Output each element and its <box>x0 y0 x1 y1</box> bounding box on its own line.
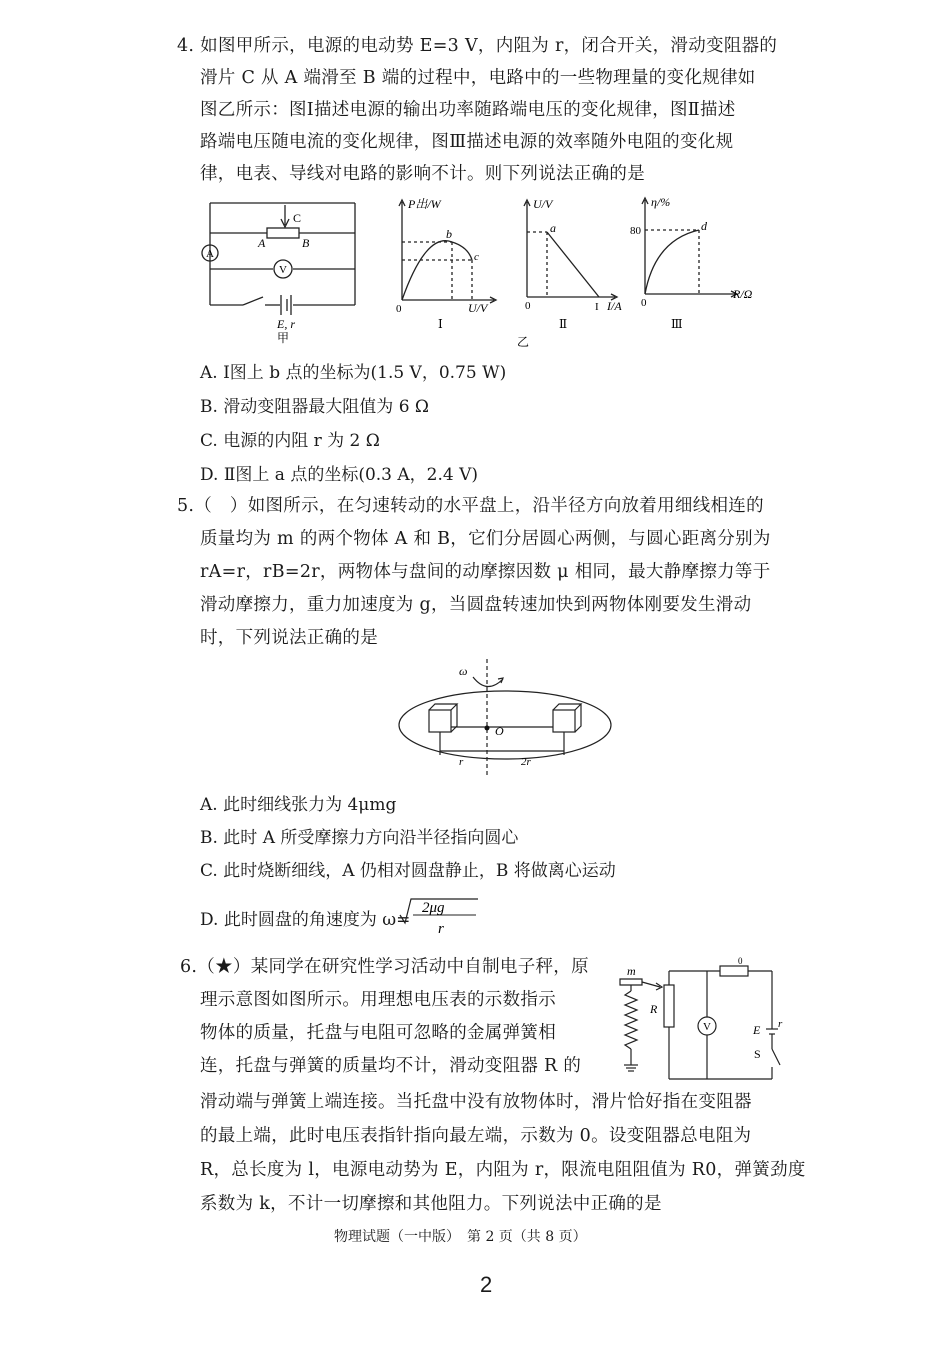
q4-line: 4. 如图甲所示，电源的电动势 E=3 V，内阻为 r，闭合开关，滑动变阻器的 <box>177 36 778 56</box>
q6-label-e: E <box>753 1023 761 1037</box>
formula-numerator: 2μg <box>422 900 445 916</box>
q6-line: 理示意图如图所示。用理想电压表的示数指示 <box>200 990 556 1010</box>
graph1-origin: 0 <box>396 303 402 315</box>
ammeter-label: A <box>206 248 214 260</box>
q5-line: 质量均为 m 的两个物体 A 和 B，它们分居圆心两侧，与圆心距离分别为 <box>200 529 771 549</box>
graph1-point-c: c <box>474 251 479 263</box>
page-number: 2 <box>480 1272 493 1297</box>
q4-option-b[interactable]: B. 滑动变阻器最大阻值为 6 Ω <box>200 397 430 417</box>
q6-label-r-var: R <box>650 1002 658 1016</box>
label-b: B <box>302 236 310 250</box>
graph3-ylabel: η/% <box>651 195 671 209</box>
graph1-point-b: b <box>446 227 452 241</box>
graph3-tick-80: 80 <box>630 225 641 237</box>
q5-option-d[interactable]: D. 此时圆盘的角速度为 ω= <box>200 910 411 930</box>
label-a: A <box>258 236 266 250</box>
q4-graph-3 <box>630 188 765 333</box>
graph1-xlabel: U/V <box>468 301 488 315</box>
q4-line: 律，电表、导线对电路的影响不计。则下列说法正确的是 <box>200 164 645 184</box>
q5-option-d-formula <box>398 893 482 941</box>
q5-line: 时，下列说法正确的是 <box>200 628 378 648</box>
q5-center-o: O <box>495 724 504 738</box>
q6-label-m: m <box>627 964 636 978</box>
q5-dist-b: 2r <box>521 756 531 768</box>
q4-option-a[interactable]: A. Ⅰ图上 b 点的坐标为(1.5 V，0.75 W) <box>200 363 507 383</box>
q6-voltmeter: V <box>703 1021 711 1033</box>
center-dot <box>485 726 490 731</box>
q4-option-d[interactable]: D. Ⅱ图上 a 点的坐标(0.3 A，2.4 V) <box>200 465 479 485</box>
graph2-origin: 0 <box>525 300 531 312</box>
graph2-xlabel: I/A <box>607 299 622 313</box>
q5-line: 5.（ ）如图所示，在匀速转动的水平盘上，沿半径方向放着用细线相连的 <box>177 496 764 516</box>
q6-line: 系数为 k，不计一切摩擦和其他阻力。下列说法中正确的是 <box>200 1194 662 1214</box>
q6-line: 连，托盘与弹簧的质量均不计，滑动变阻器 R 的 <box>200 1056 582 1076</box>
q5-option-a[interactable]: A. 此时细线张力为 4μmg <box>200 795 397 815</box>
q4-line: 滑片 C 从 A 端滑至 B 端的过程中，电路中的一些物理量的变化规律如 <box>200 68 756 88</box>
q6-label-s: S <box>754 1047 761 1061</box>
graph2-ylabel: U/V <box>533 197 553 211</box>
q4-graph-2 <box>515 192 635 352</box>
q6-label-r0: 0 <box>738 956 743 966</box>
q5-omega: ω <box>459 664 468 678</box>
graph2-point-a: a <box>550 221 556 235</box>
graph3-point-d: d <box>701 219 707 233</box>
q4-circuit-jia <box>195 195 370 345</box>
graph1-caption: Ⅰ <box>438 317 443 331</box>
q5-option-b[interactable]: B. 此时 A 所受摩擦力方向沿半径指向圆心 <box>200 828 519 848</box>
voltmeter-label: V <box>279 264 287 276</box>
footer: 物理试题（一中版） 第 2 页（共 8 页） <box>334 1229 587 1245</box>
q6-line: 物体的质量，托盘与电阻可忽略的金属弹簧相 <box>200 1023 556 1043</box>
formula-denominator: r <box>438 921 444 937</box>
q6-line: R，总长度为 l，电源电动势为 E，内阻为 r，限流电阻阻值为 R0，弹簧劲度 <box>200 1160 806 1180</box>
graph3-caption: Ⅲ <box>671 317 683 331</box>
q6-label-r: r <box>778 1018 783 1030</box>
q6-scale-circuit <box>612 955 792 1085</box>
graph3-xlabel: R/Ω <box>733 287 753 301</box>
q6-line: 的最上端，此时电压表指针指向最左端，示数为 0。设变阻器总电阻为 <box>200 1126 752 1146</box>
q5-dist-a: r <box>459 756 464 768</box>
q4-line: 路端电压随电流的变化规律，图Ⅲ描述电源的效率随外电阻的变化规 <box>200 132 734 152</box>
graph2-point-x: I <box>595 301 599 313</box>
graph2-caption: Ⅱ <box>559 317 568 331</box>
source-label: E, r <box>277 317 295 331</box>
q5-option-c[interactable]: C. 此时烧断细线，A 仍相对圆盘静止，B 将做离心运动 <box>200 861 616 881</box>
q4-graph-1 <box>390 192 500 332</box>
caption-yi: 乙 <box>517 335 530 349</box>
label-c: C <box>293 211 302 225</box>
q6-line: 滑动端与弹簧上端连接。当托盘中没有放物体时，滑片恰好指在变阻器 <box>200 1092 752 1112</box>
q5-line: rA=r，rB=2r，两物体与盘间的动摩擦因数 μ 相同，最大静摩擦力等于 <box>200 562 771 582</box>
q4-line: 图乙所示：图Ⅰ描述电源的输出功率随路端电压的变化规律，图Ⅱ描述 <box>200 100 736 120</box>
q4-option-c[interactable]: C. 电源的内阻 r 为 2 Ω <box>200 431 380 451</box>
q5-disk-figure <box>395 655 620 777</box>
caption-jia: 甲 <box>277 331 290 345</box>
q6-line: 6.（★）某同学在研究性学习活动中自制电子秤，原 <box>180 957 589 977</box>
graph1-ylabel: P出/W <box>408 197 441 211</box>
q5-line: 滑动摩擦力，重力加速度为 g，当圆盘转速加快到两物体刚要发生滑动 <box>200 595 752 615</box>
graph3-origin: 0 <box>641 297 647 309</box>
